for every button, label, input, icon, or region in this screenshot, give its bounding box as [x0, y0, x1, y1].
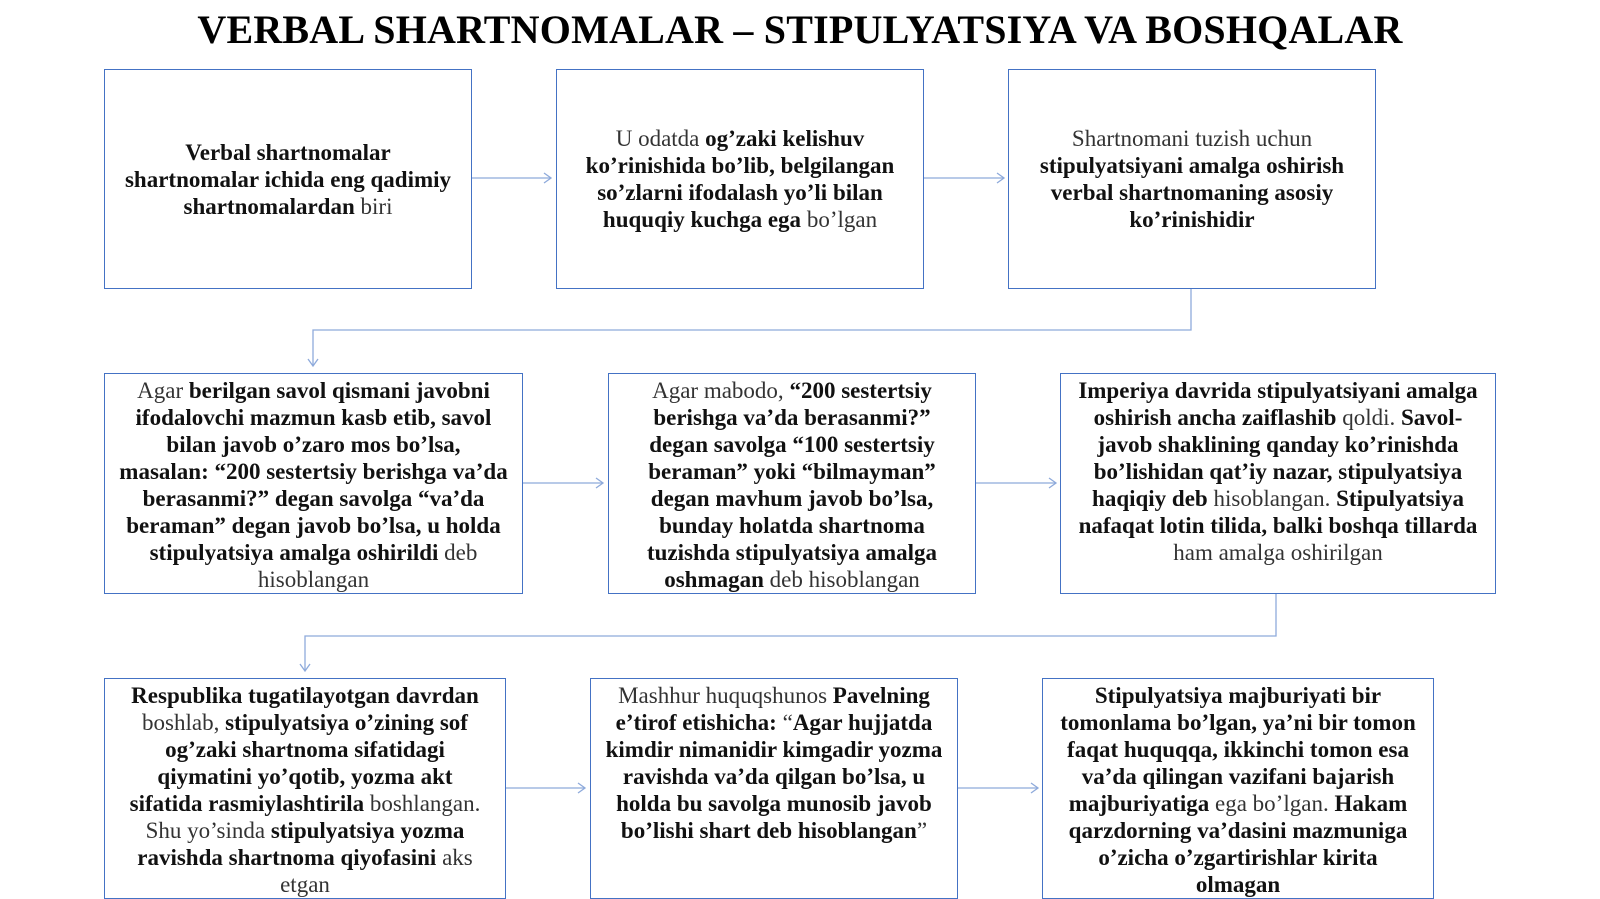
body-text: boshlab,	[142, 710, 226, 735]
emphasis-text: “200 sestertsiy berishga va’da berasanmi?” degan savolga “100 sestertsiy beraman” yoki “bilmayman” degan mavhum javob bo’lsa, bunday holatda shartnoma tuzishda stipulyatsiya amalga oshmagan	[646, 378, 938, 592]
slide-title: VERBAL SHARTNOMALAR – STIPULYATSIYA VA BOSHQALAR	[197, 7, 1403, 52]
emphasis-text: Pavelning e’tirof etishicha:	[615, 683, 930, 735]
body-text: Mashhur huquqshunos	[618, 683, 833, 708]
body-text: ”	[916, 818, 928, 843]
flow-box-vague-answer	[608, 373, 976, 594]
emphasis-text: Respublika tugatilayotgan davrdan	[131, 683, 479, 708]
flow-box-paul-opinion	[590, 678, 958, 899]
emphasis-text: Agar hujjatda kimdir nimanidir kimgadir yozma ravishda va’da qilgan bo’lsa, u holda bu savolga munosib javob bo’lishi shart deb hisoblangan	[605, 710, 943, 843]
arrow-4-to-5	[523, 478, 603, 488]
emphasis-text: stipulyatsiyani amalga oshirish verbal shartnomaning asosiy ko’rinishidir	[1039, 153, 1345, 232]
emphasis-text: og’zaki kelishuv ko’rinishida bo’lib, belgilangan so’zlarni ifodalash yo’li bilan huquqiy kuchga ega	[585, 126, 895, 232]
flow-box-verbal-contracts	[104, 69, 472, 289]
flow-box-matching-answer	[104, 373, 523, 594]
body-text: deb hisoblangan	[763, 567, 920, 592]
emphasis-text: Imperiya davrida stipulyatsiyani amalga oshirish ancha zaiflashib	[1078, 378, 1478, 430]
emphasis-text: stipulyatsiya yozma ravishda shartnoma qiyofasini	[137, 818, 465, 870]
emphasis-text: Stipulyatsiya majburiyati bir tomonlama bo’lgan, ya’ni bir tomon faqat huquqqa, ikkinchi tomon esa va’da qilingan vazifani bajarish majburiyatiga	[1060, 683, 1416, 816]
body-text: ega bo’lgan.	[1209, 791, 1335, 816]
body-text: ham amalga oshirilgan	[1173, 540, 1383, 565]
arrow-5-to-6	[976, 478, 1056, 488]
emphasis-text: Savol-javob shaklining qanday ko’rinishda bo’lishidan qat’iy nazar, stipulyatsiya haqiqiy deb	[1092, 405, 1463, 511]
emphasis-text: Stipulyatsiya nafaqat lotin tilida, balki boshqa tillarda	[1078, 486, 1478, 538]
flow-box-oral-agreement	[556, 69, 924, 289]
emphasis-text: berilgan savol qismani javobni ifodalovchi mazmun kasb etib, savol bilan javob o’zaro mos bo’lsa, masalan: “200 sestertsiy berishga va’da berasanmi?” degan savolga “va’da beraman” degan javob bo’lsa, u holda stipulyatsiya amalga oshirildi	[119, 378, 508, 565]
body-text: Agar	[137, 378, 189, 403]
flow-box-stipulation-main-form	[1008, 69, 1376, 289]
body-text: Shartnomani tuzish uchun	[1071, 126, 1313, 151]
body-text: U odatda	[615, 126, 706, 151]
body-text: Agar mabodo,	[652, 378, 790, 403]
arrow-2-to-3	[924, 173, 1004, 183]
body-text: bo’lgan	[801, 207, 878, 232]
arrow-6-to-7	[300, 593, 1276, 671]
arrow-3-to-4	[308, 288, 1191, 366]
body-text: deb hisoblangan	[257, 540, 478, 592]
body-text: hisoblangan.	[1207, 486, 1337, 511]
flow-box-empire-period	[1060, 373, 1496, 594]
emphasis-text: Verbal shartnomalar shartnomalar ichida eng qadimiy shartnomalardan	[124, 139, 452, 219]
arrow-1-to-2	[472, 173, 551, 183]
flow-box-republic-period	[104, 678, 506, 899]
arrow-7-to-8	[505, 783, 585, 793]
body-text: biri	[354, 193, 393, 219]
body-text: boshlangan. Shu yo’sinda	[145, 791, 481, 843]
arrow-8-to-9	[958, 783, 1038, 793]
body-text: “	[776, 710, 793, 735]
flow-box-unilateral-obligation	[1042, 678, 1434, 899]
body-text: aks etgan	[280, 845, 473, 897]
body-text: qoldi.	[1336, 405, 1402, 430]
emphasis-text: Hakam qarzdorning va’dasini mazmuniga o’zicha o’zgartirishlar kirita olmagan	[1068, 791, 1408, 897]
emphasis-text: stipulyatsiya o’zining sof og’zaki shartnoma sifatidagi qiymatini yo’qotib, yozma akt sifatida rasmiylashtirila	[129, 710, 468, 816]
